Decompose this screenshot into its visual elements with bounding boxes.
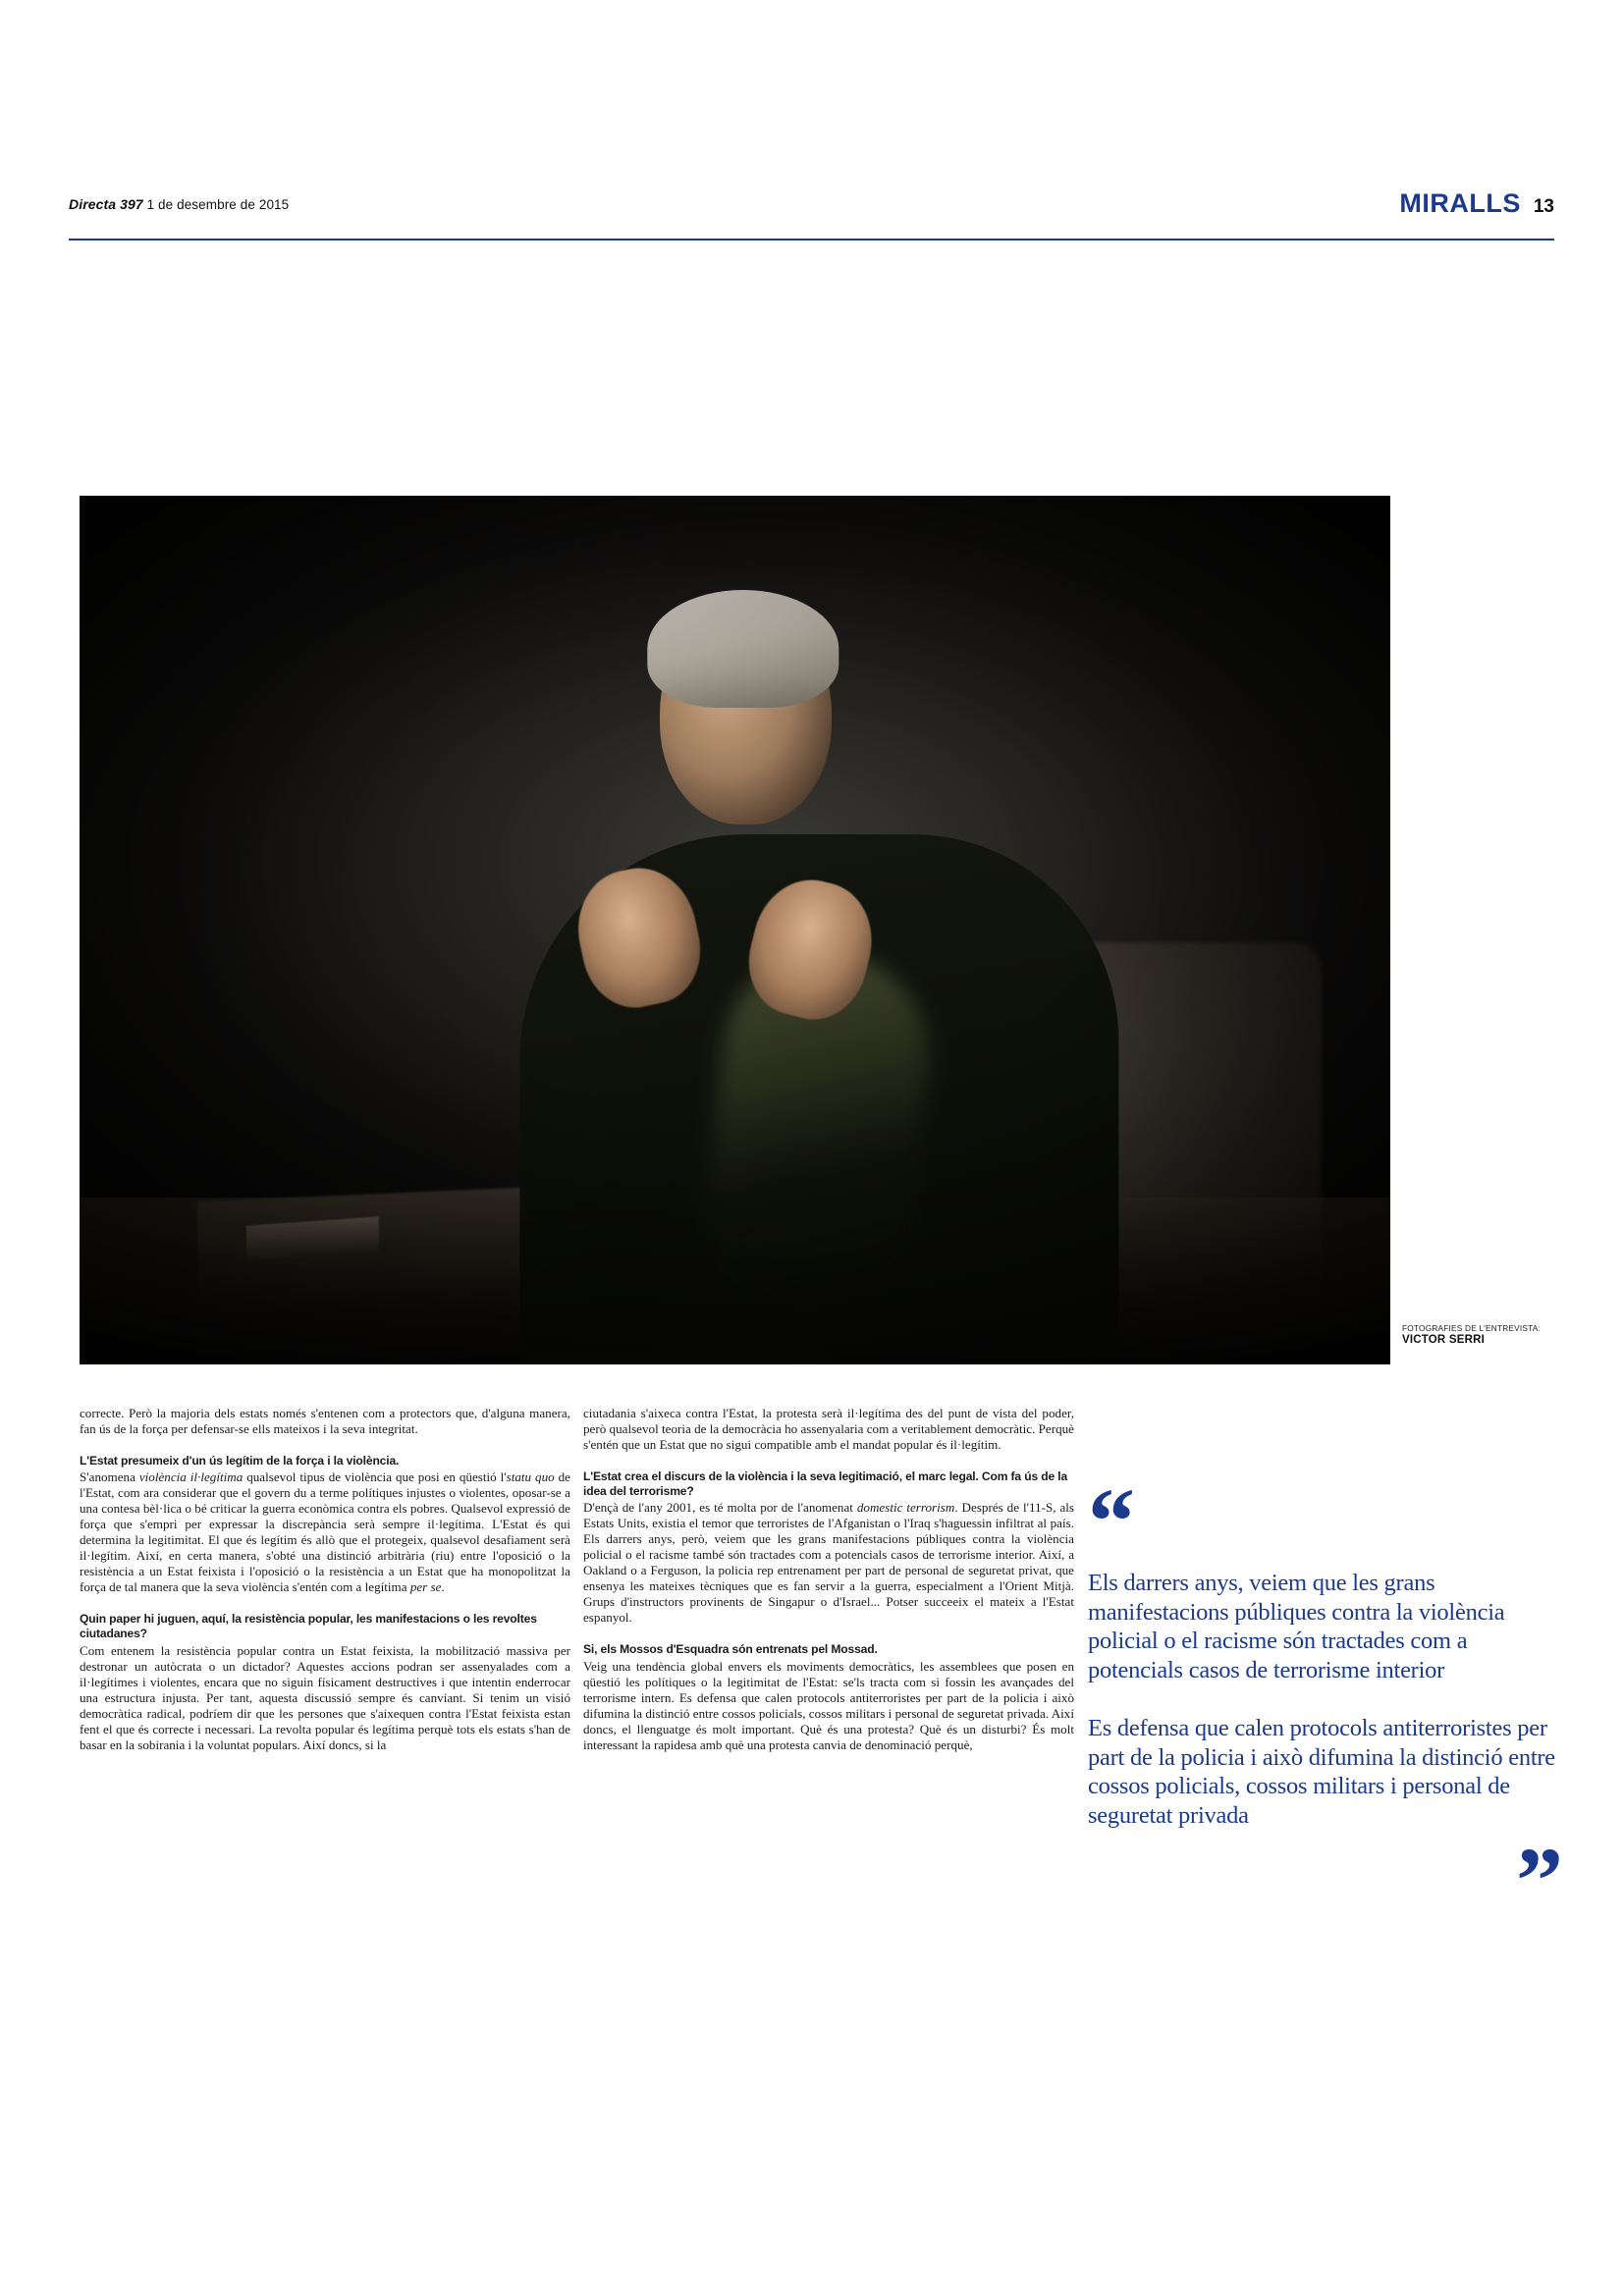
text-run-italic: statu quo bbox=[506, 1469, 555, 1485]
text-run: D'ençà de l'any 2001, es té molta por de l'anomenat bbox=[583, 1500, 857, 1516]
quote-open-mark: “ bbox=[1088, 1468, 1131, 1574]
text-run: qualsevol tipus de violència que posi en qüestió l' bbox=[243, 1469, 507, 1485]
paragraph: correcte. Però la majoria dels estats només s'entenen com a protectors que, d'alguna manera, fan ús de la força per defensar-se ells mateixos i la seva integritat. bbox=[80, 1406, 570, 1436]
page-number: 13 bbox=[1533, 196, 1554, 217]
interview-question: L'Estat presumeix d'un ús legítim de la força i la violència. bbox=[80, 1454, 400, 1468]
interview-question: Si, els Mossos d'Esquadra són entrenats pel Mossad. bbox=[583, 1642, 878, 1657]
text-run: . bbox=[441, 1579, 445, 1595]
paragraph bbox=[583, 1500, 1074, 1626]
header-issue-line bbox=[69, 196, 289, 214]
issue-date: 1 de desembre de 2015 bbox=[146, 197, 290, 212]
issue-label: Directa 397 bbox=[69, 196, 143, 212]
header-divider bbox=[69, 239, 1554, 240]
interview-question: Quin paper hi juguen, aquí, la resistència popular, les manifestacions o les revoltes ciutadanes? bbox=[80, 1612, 537, 1641]
paragraph bbox=[80, 1469, 570, 1595]
pull-quote-paragraph-2: Es defensa que calen protocols antiterroristes per part de la policia i això difumina la distinció entre cossos policials, cossos militars i personal de seguretat privada bbox=[1088, 1715, 1555, 1829]
quote-close-mark: ” bbox=[1516, 1828, 1559, 1933]
body-column-right bbox=[583, 1406, 1074, 1753]
pull-quote bbox=[1088, 1468, 1559, 1933]
text-run-italic: violència il·legítima bbox=[138, 1469, 243, 1485]
photo-credit bbox=[1402, 1323, 1559, 1348]
interview-photo bbox=[80, 496, 1390, 1364]
photo-vignette bbox=[80, 496, 1390, 1364]
text-run-italic: per se bbox=[409, 1579, 442, 1595]
text-run: de l'Estat, com ara considerar que el govern du a terme polítiques injustes o violentes, oposar-se a una contesa bèl·lica o bé criticar la guerra econòmica contra els pobres. Qualsevol expressió de força que s'empri per expressar la discrepància serà sempre il·legítima. L'Estat és qui determina la legitimitat. El que és legítim és allò que el protegeix, qualsevol desafiament serà il·legítim. Així, en certa manera, s'obté una distinció arbitrària (riu) entre l'oposició o la resistència a un Estat feixista i l'oposició o la resistència a un Estat que ha monopolitzat la força de tal manera que la seva violència s'entén com a legítima bbox=[80, 1469, 570, 1595]
section-title: MIRALLS bbox=[1399, 188, 1521, 218]
interview-question: L'Estat crea el discurs de la violència i la seva legitimació, el marc legal. Com fa ús de la idea del terrorisme? bbox=[583, 1469, 1068, 1499]
body-column-left bbox=[80, 1406, 570, 1753]
header-section-block bbox=[1399, 188, 1554, 219]
paragraph: ciutadania s'aixeca contra l'Estat, la protesta serà il·legítima des del punt de vista del poder, però qualsevol teoria de la democràcia ho assenyalaria com a veritablement democràtic. Perquè s'entén que un Estat que no sigui compatible amb el mandat popular és il·legítim. bbox=[583, 1406, 1074, 1452]
text-run: . Després de l'11-S, als Estats Units, existia el temor que terroristes de l'Afganistan o l'Iraq s'haguessin infiltrat al país. Els darrers anys, però, veiem que les grans manifestacions públiques contra la violència policial o el racisme també són tractades com a potencials casos de terrorisme interior. Així, a Oakland o a Ferguson, la policia rep entrenament per part de personal de seguretat privat, que ensenya les mateixes tècniques que es fan servir a la guerra, especialment a l'Orient Mitjà. Grups d'instructors provinents de Singapur o d'Israel... Potser succeeix el mateix a l'Estat espanyol. bbox=[583, 1500, 1074, 1626]
pull-quote-paragraph-1: Els darrers anys, veiem que les grans manifestacions públiques contra la violència policial o el racisme són tractades com a potencials casos de terrorisme interior bbox=[1088, 1570, 1505, 1683]
text-run-italic: domestic terrorism bbox=[856, 1500, 955, 1516]
text-run: S'anomena bbox=[80, 1469, 139, 1485]
photo-credit-name: VICTOR SERRI bbox=[1402, 1334, 1485, 1347]
page-header bbox=[69, 188, 1554, 236]
paragraph: Veig una tendència global envers els moviments democràtics, les assemblees que posen en qüestió les polítiques o la legitimitat de l'Estat: se'ls tracta com si fossin les avançades del terrorisme intern. Es defensa que calen protocols antiterroristes per part de la policia i això difumina la distinció entre cossos policials, cossos militars i personal de seguretat privada. Així doncs, el llenguatge és molt important. Què és una protesta? Què és un disturbi? És molt interessant la rapidesa amb què una protesta canvia de denominació perquè, bbox=[583, 1658, 1074, 1752]
photo-credit-label: FOTOGRAFIES DE L'ENTREVISTA: bbox=[1402, 1323, 1542, 1333]
paragraph: Com entenem la resistència popular contra un Estat feixista, la mobilització massiva per destronar un autòcrata o un dictador? Aquestes accions podran ser assenyalades com a il·legítimes i violentes, encara que no siguin físicament destructives i que intentin enderrocar una estructura injusta. Per tant, aquesta discussió sempre és canviant. Si tenim un visió democràtica radical, podríem dir que les persones que s'aixequen contra l'Estat feixista estan fent el que és correcte i necessari. La revolta popular és legítima perquè tots els estats s'han de basar en la sobirania i la voluntat populars. Així doncs, si la bbox=[80, 1642, 570, 1752]
